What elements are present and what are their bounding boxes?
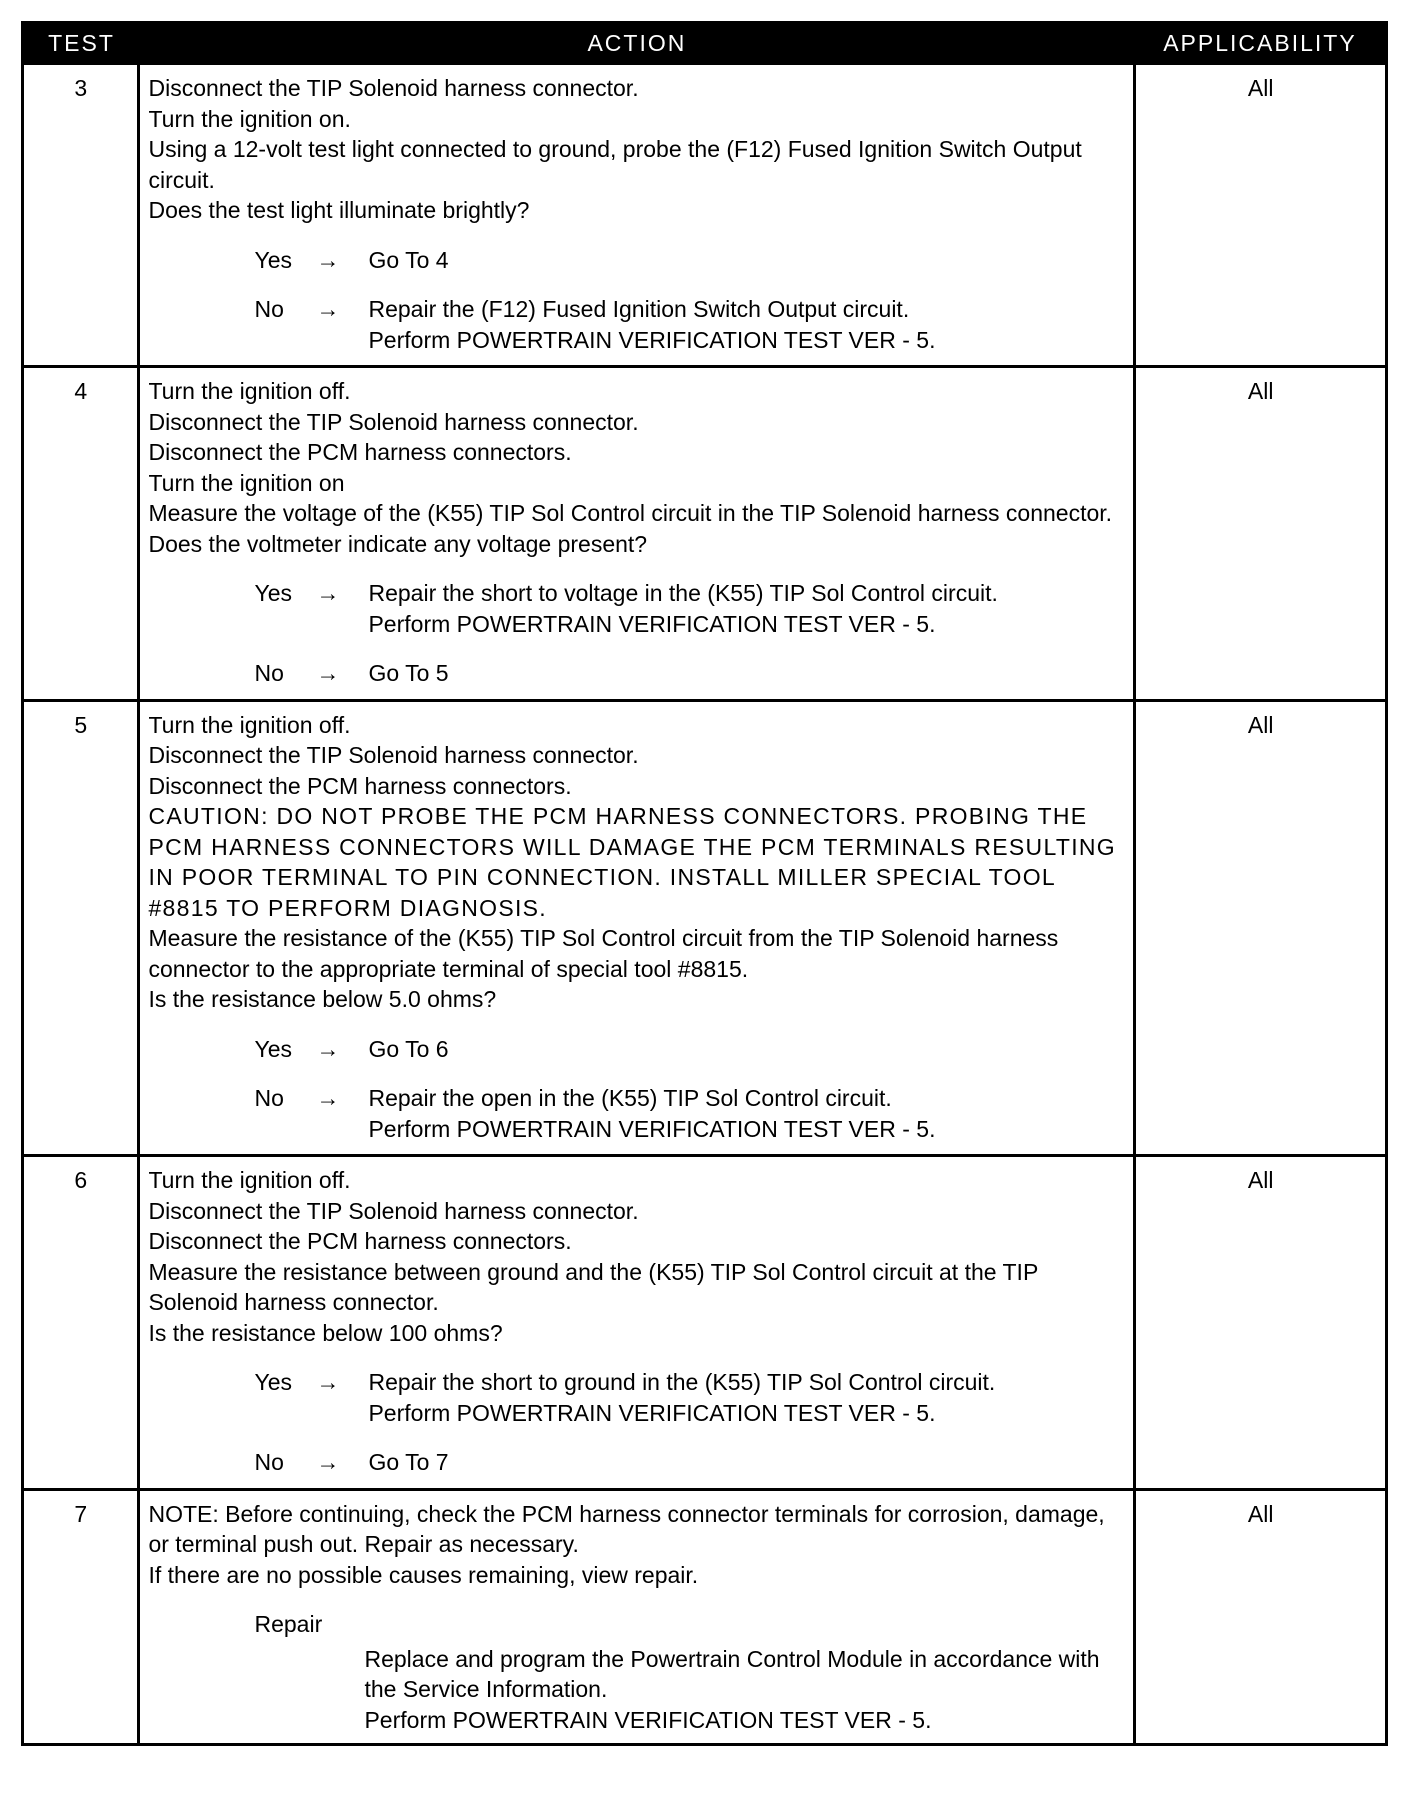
yes-text-line: Repair the short to voltage in the (K55) TIP Sol Control circuit.	[368, 580, 998, 606]
answer-no	[148, 658, 1128, 689]
test-number: 6	[23, 1156, 139, 1490]
yes-label: Yes	[254, 580, 292, 606]
answer-yes	[148, 1034, 1128, 1065]
action-step: Measure the resistance between ground and the (K55) TIP Sol Control circuit at the TIP Solenoid harness connector.	[148, 1258, 1045, 1315]
action-step: Using a 12-volt test light connected to ground, probe the (F12) Fused Ignition Switch Output circuit.	[148, 136, 1089, 193]
answer-no	[148, 1083, 1128, 1144]
answers	[148, 1034, 1128, 1145]
action-step: Disconnect the PCM harness connectors.	[148, 439, 572, 465]
action-step: Measure the resistance of the (K55) TIP Sol Control circuit from the TIP Solenoid harness connector to the appropriate terminal of special tool #8815.	[148, 925, 1065, 982]
action-step: Disconnect the TIP Solenoid harness connector.	[148, 742, 639, 768]
answer-no	[148, 1447, 1128, 1478]
yes-text-line: Repair the short to ground in the (K55) TIP Sol Control circuit.	[368, 1369, 996, 1395]
no-text-line: Repair the (F12) Fused Ignition Switch Output circuit.	[368, 296, 910, 322]
yes-text-line: Perform POWERTRAIN VERIFICATION TEST VER - 5.	[368, 1399, 936, 1426]
answer-no	[148, 294, 1128, 355]
table-row	[23, 367, 1387, 701]
no-label: No	[254, 1449, 284, 1475]
repair-text-line: Perform POWERTRAIN VERIFICATION TEST VER - 5.	[364, 1706, 932, 1733]
no-text: Go To 7	[368, 1449, 449, 1475]
action-step: Disconnect the PCM harness connectors.	[148, 772, 572, 799]
applicability: All	[1135, 367, 1387, 701]
header-test: TEST	[23, 23, 139, 64]
arrow-icon: →	[316, 1369, 340, 1395]
no-label: No	[254, 296, 284, 322]
test-number: 4	[23, 367, 139, 701]
repair-label: Repair	[254, 1611, 323, 1637]
table-row	[23, 700, 1387, 1156]
action-step: Measure the voltage of the (K55) TIP Sol Control circuit in the TIP Solenoid harness connector.	[148, 500, 1113, 526]
no-text-line: Perform POWERTRAIN VERIFICATION TEST VER - 5.	[368, 1115, 936, 1142]
yes-text: Go To 4	[368, 246, 449, 273]
action-step: Disconnect the TIP Solenoid harness connector.	[148, 75, 639, 101]
diagnostic-table	[21, 21, 1388, 1746]
answer-yes	[148, 578, 1128, 639]
action-step: Turn the ignition on.	[148, 105, 351, 132]
action-cell	[139, 1489, 1135, 1745]
no-text-line: Repair the open in the (K55) TIP Sol Control circuit.	[368, 1085, 892, 1111]
applicability: All	[1135, 1489, 1387, 1745]
action-step: Turn the ignition off.	[148, 711, 351, 738]
note-text: NOTE: Before continuing, check the PCM harness connector terminals for corrosion, damage, or terminal push out. Repair as necessary.	[148, 1500, 1112, 1557]
no-text	[368, 1083, 1128, 1144]
no-label: No	[254, 660, 284, 686]
repair-body	[364, 1644, 1128, 1736]
yes-text	[368, 578, 1128, 639]
action-step: Disconnect the TIP Solenoid harness connector.	[148, 408, 639, 435]
answers	[148, 245, 1128, 356]
action-cell	[139, 700, 1135, 1156]
no-text	[368, 294, 1128, 355]
action-step: Disconnect the TIP Solenoid harness connector.	[148, 1197, 639, 1224]
header-applicability: APPLICABILITY	[1135, 23, 1387, 64]
table-row	[23, 1489, 1387, 1745]
yes-text-line: Perform POWERTRAIN VERIFICATION TEST VER - 5.	[368, 610, 936, 637]
action-step: Turn the ignition off.	[148, 378, 351, 404]
arrow-icon: →	[316, 1035, 340, 1062]
yes-label: Yes	[254, 1369, 292, 1395]
action-cell	[139, 1156, 1135, 1490]
yes-text: Go To 6	[368, 1035, 449, 1062]
arrow-icon: →	[316, 580, 340, 606]
arrow-icon: →	[316, 296, 340, 322]
answers	[148, 1367, 1128, 1478]
action-step: Turn the ignition on	[148, 469, 345, 496]
yes-text	[368, 1367, 1128, 1428]
table-header	[23, 23, 1387, 64]
no-label: No	[254, 1085, 284, 1111]
action-cell	[139, 367, 1135, 701]
arrow-icon: →	[316, 246, 340, 273]
test-number: 5	[23, 700, 139, 1156]
action-step: Disconnect the PCM harness connectors.	[148, 1228, 572, 1254]
action-question: Is the resistance below 100 ohms?	[148, 1319, 503, 1346]
test-number: 7	[23, 1489, 139, 1745]
action-cell	[139, 64, 1135, 367]
applicability: All	[1135, 1156, 1387, 1490]
action-step: Turn the ignition off.	[148, 1167, 351, 1193]
arrow-icon: →	[316, 1449, 340, 1475]
no-text: Go To 5	[368, 660, 449, 686]
applicability: All	[1135, 64, 1387, 367]
yes-label: Yes	[254, 246, 292, 273]
repair-block	[254, 1609, 1128, 1735]
answer-yes	[148, 1367, 1128, 1428]
answers	[148, 578, 1128, 689]
action-question: Does the test light illuminate brightly?	[148, 197, 530, 223]
action-question: Is the resistance below 5.0 ohms?	[148, 986, 497, 1012]
table-row	[23, 64, 1387, 367]
test-number: 3	[23, 64, 139, 367]
header-action: ACTION	[139, 23, 1135, 64]
arrow-icon: →	[316, 660, 340, 686]
applicability: All	[1135, 700, 1387, 1156]
arrow-icon: →	[316, 1085, 340, 1111]
action-question: Does the voltmeter indicate any voltage present?	[148, 530, 648, 557]
table-row	[23, 1156, 1387, 1490]
no-text-line: Perform POWERTRAIN VERIFICATION TEST VER - 5.	[368, 326, 936, 353]
yes-label: Yes	[254, 1035, 292, 1062]
caution-text: CAUTION: DO NOT PROBE THE PCM HARNESS CONNECTORS. PROBING THE PCM HARNESS CONNECTORS WILL DAMAGE THE PCM TERMINALS RESULTING IN POOR TERMINAL TO PIN CONNECTION. INSTALL MILLER SPECIAL TOOL #8815 TO PERFORM DIAGNOSIS.	[148, 803, 1124, 921]
repair-text-line: Replace and program the Powertrain Control Module in accordance with the Service Information.	[364, 1645, 1100, 1702]
action-step: If there are no possible causes remaining, view repair.	[148, 1561, 699, 1588]
answer-yes	[148, 245, 1128, 276]
